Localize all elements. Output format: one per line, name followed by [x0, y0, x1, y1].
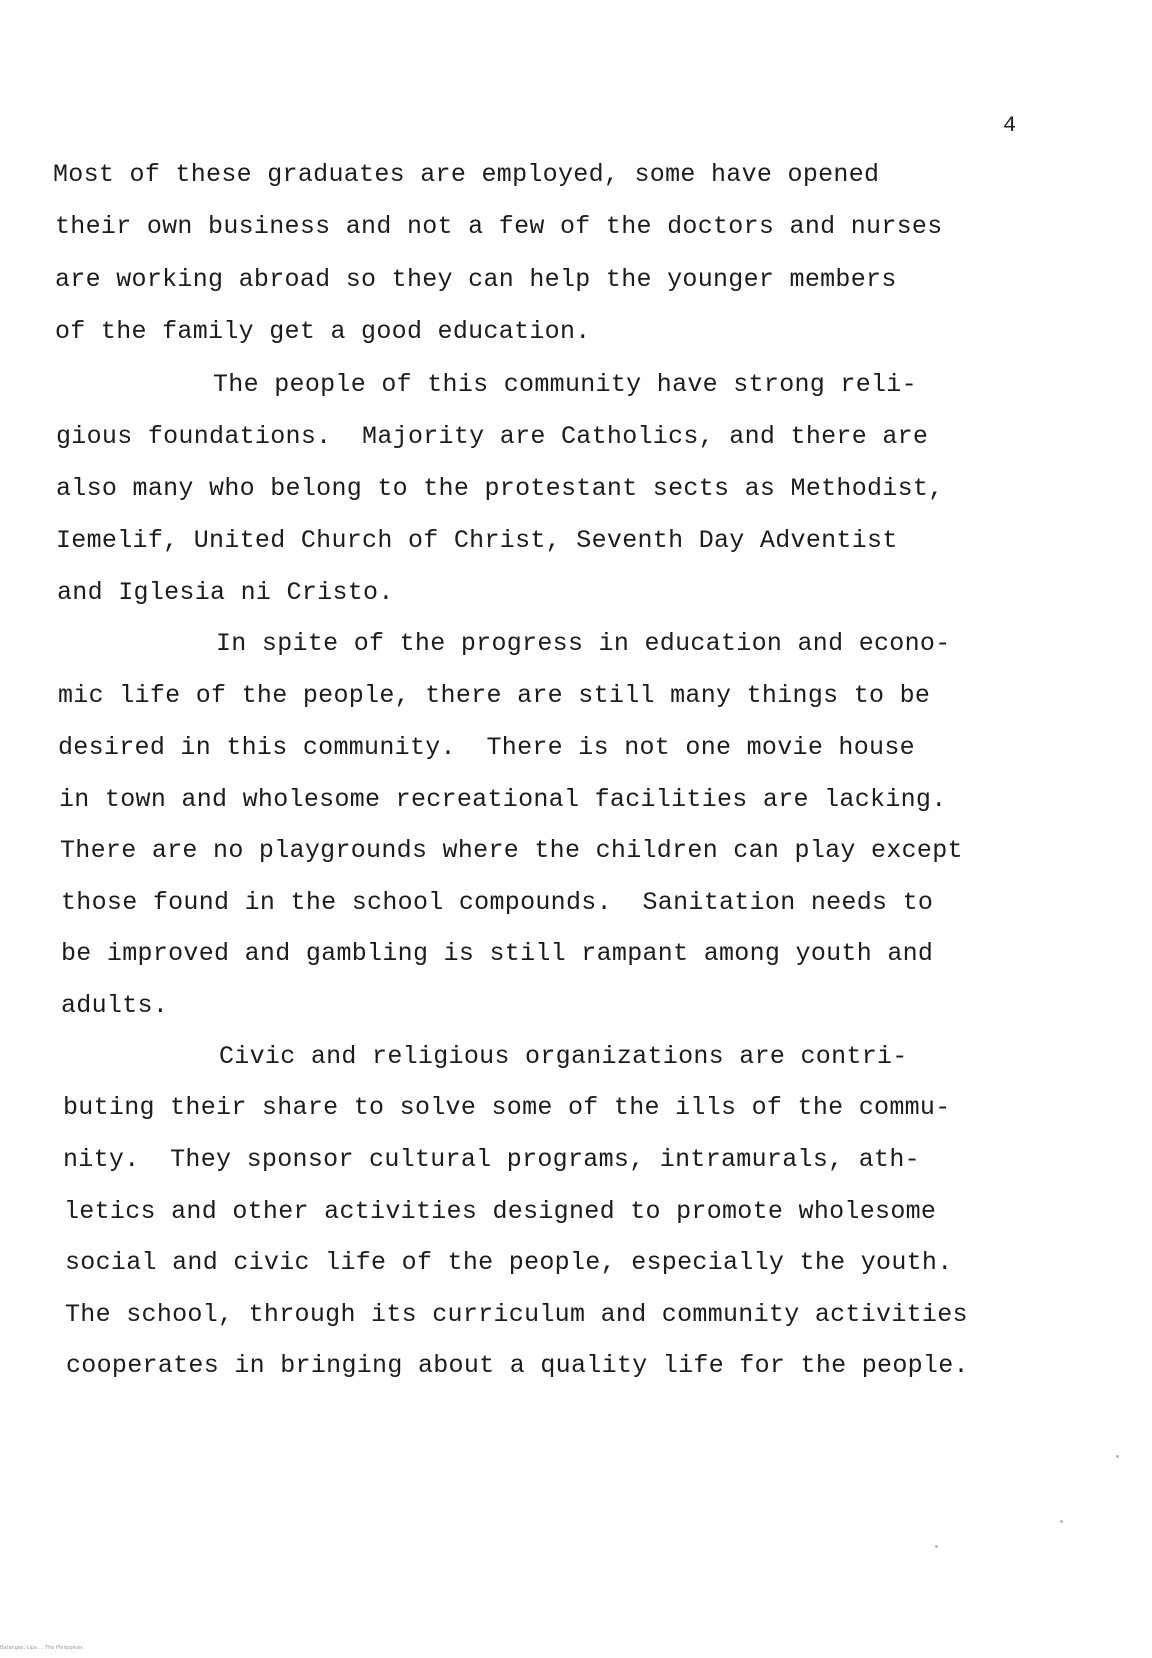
text-line: their own business and not a few of the doctors and nurses: [55, 212, 943, 241]
text-line: also many who belong to the protestant sects as Methodist,: [56, 474, 944, 503]
text-line: There are no playgrounds where the children can play except: [60, 836, 963, 865]
text-line: cooperates in bringing about a quality life for the people.: [66, 1351, 969, 1380]
page-number: 4: [1003, 113, 1017, 138]
text-line: are working abroad so they can help the younger members: [55, 265, 897, 294]
text-line: adults.: [61, 991, 169, 1020]
text-line: The school, through its curriculum and community activities: [65, 1300, 968, 1329]
scan-speck: [1116, 1455, 1119, 1458]
scan-speck: [935, 1545, 938, 1548]
text-line: In spite of the progress in education and econo-: [216, 629, 951, 658]
text-line: those found in the school compounds. Sanitation needs to: [61, 888, 934, 917]
text-line: of the family get a good education.: [55, 317, 591, 346]
text-line: gious foundations. Majority are Catholics, and there are: [56, 422, 929, 451]
scan-footer-text: Batangas, Lipa ... The Philippines: [0, 1645, 83, 1651]
text-line: be improved and gambling is still rampant among youth and: [61, 939, 934, 968]
text-line: in town and wholesome recreational facilities are lacking.: [59, 785, 947, 814]
scan-speck: [1060, 1520, 1063, 1523]
text-line: letics and other activities designed to promote wholesome: [64, 1197, 937, 1226]
text-line: desired in this community. There is not one movie house: [58, 733, 915, 762]
text-line: nity. They sponsor cultural programs, intramurals, ath-: [63, 1145, 920, 1174]
text-line: and Iglesia ni Cristo.: [57, 578, 394, 607]
text-line: Iemelif, United Church of Christ, Seventh Day Adventist: [56, 526, 898, 555]
text-line: Civic and religious organizations are contri-: [219, 1042, 908, 1071]
text-line: The people of this community have strong reli-: [213, 370, 917, 399]
text-line: Most of these graduates are employed, some have opened: [53, 160, 880, 189]
text-line: buting their share to solve some of the ills of the commu-: [63, 1093, 951, 1122]
text-line: mic life of the people, there are still many things to be: [58, 681, 931, 710]
text-line: social and civic life of the people, especially the youth.: [65, 1248, 953, 1277]
